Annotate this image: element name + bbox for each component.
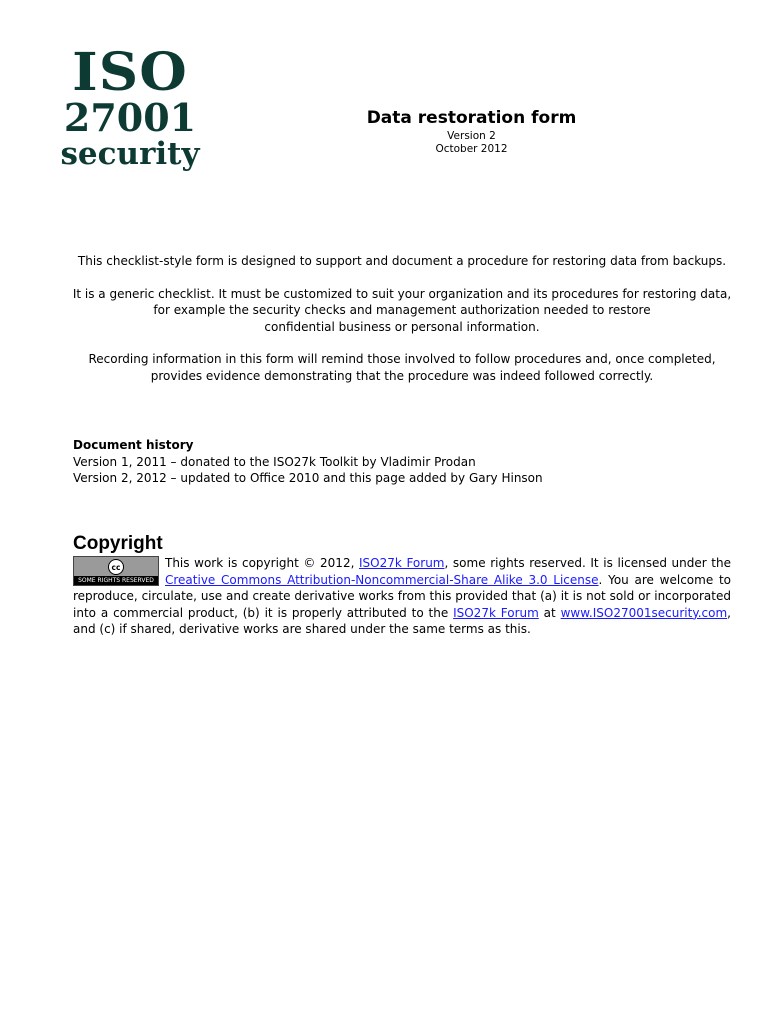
- document-date: October 2012: [435, 143, 508, 155]
- iso27001security-site-link[interactable]: www.ISO27001security.com: [560, 605, 728, 620]
- document-title: Data restoration form: [366, 108, 577, 128]
- intro-section: [40, 253, 764, 400]
- intro-p2-line2: for example the security checks and management authorization needed to restore: [153, 303, 651, 317]
- logo-text-security: security: [60, 136, 200, 172]
- copyright-text-part: , and (c) if shared, derivative works are shared under the same terms as this.: [73, 605, 731, 636]
- intro-p3-line2: provides evidence demonstrating that the procedure was indeed followed correctly.: [150, 368, 654, 383]
- logo-text-27001: 27001: [63, 95, 197, 140]
- intro-p1-text: This checklist-style form is designed to support and document a procedure for restoring data from backups.: [77, 254, 727, 268]
- history-heading: Document history: [73, 438, 194, 452]
- copyright-section: [73, 533, 731, 638]
- cc-icon: cc: [108, 559, 124, 575]
- intro-paragraph-3: [40, 351, 764, 384]
- history-entry: Version 2, 2012 – updated to Office 2010 and this page added by Gary Hinson: [73, 471, 543, 485]
- copyright-text-part: . You are welcome to reproduce, circulate, use and create derivative works from this provided that (a) it is not sold or incorporated into a commercial product, (b) it is properly attributed to the: [73, 572, 731, 620]
- copyright-text-part: at: [538, 605, 561, 620]
- history-entry: Version 1, 2011 – donated to the ISO27k Toolkit by Vladimir Prodan: [73, 454, 476, 469]
- iso27001-security-logo: [52, 42, 208, 178]
- copyright-text-part: , some rights reserved. It is licensed under the: [444, 556, 732, 570]
- document-history: [73, 437, 733, 487]
- document-version: Version 2: [447, 130, 496, 142]
- copyright-heading: Copyright: [73, 533, 163, 554]
- intro-paragraph-2: [40, 286, 764, 336]
- intro-paragraph-1: [40, 253, 764, 270]
- logo-text-iso: ISO: [72, 42, 188, 103]
- creative-commons-badge[interactable]: [73, 556, 159, 586]
- intro-p3-line1: Recording information in this form will remind those involved to follow procedures and, once completed,: [88, 352, 716, 366]
- copyright-text-part: This work is copyright © 2012,: [165, 556, 360, 570]
- intro-p2-line1: It is a generic checklist. It must be customized to suit your organization and its procedures for restoring data,: [72, 286, 732, 301]
- some-rights-reserved-label: SOME RIGHTS RESERVED: [74, 576, 158, 585]
- intro-p2-line3: confidential business or personal information.: [264, 319, 540, 334]
- cc-license-link[interactable]: Creative Commons Attribution-Noncommercial-Share Alike 3.0 License: [165, 572, 599, 587]
- iso27k-forum-link[interactable]: ISO27k Forum: [359, 556, 445, 570]
- iso27k-forum-link-2[interactable]: ISO27k Forum: [453, 605, 539, 620]
- copyright-text: [73, 555, 731, 638]
- title-block: [330, 106, 613, 156]
